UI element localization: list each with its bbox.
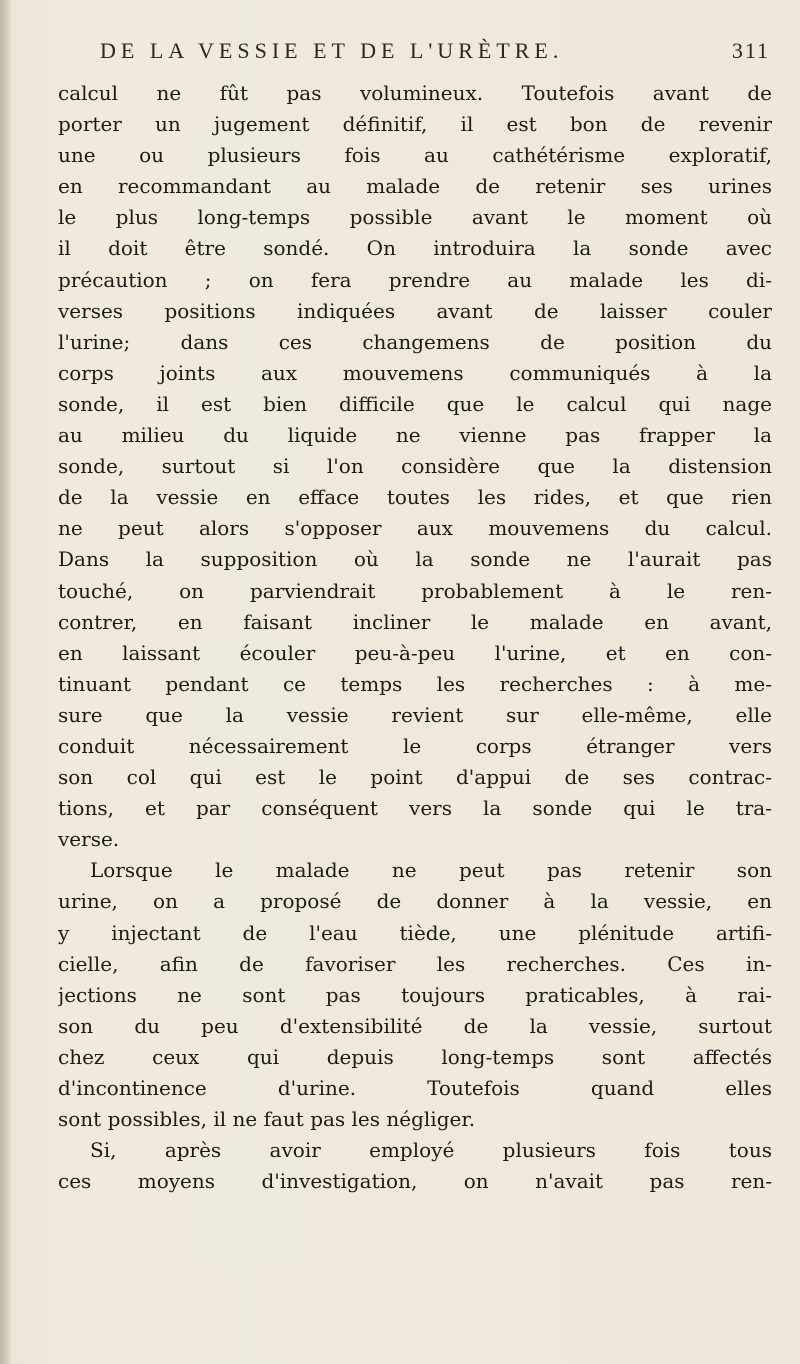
text-line: il doit être sondé. On introduira la sonde avec bbox=[58, 236, 772, 261]
text-line: chez ceux qui depuis long-temps sont affectés bbox=[58, 1044, 772, 1069]
text-line: Lorsque le malade ne peut pas retenir son bbox=[90, 858, 772, 883]
text-line: Si, après avoir employé plusieurs fois tous bbox=[90, 1138, 772, 1163]
text-line: sont possibles, il ne faut pas les négliger. bbox=[58, 1107, 476, 1132]
text-line: une ou plusieurs fois au cathétérisme exploratif, bbox=[58, 143, 772, 168]
text-line: contrer, en faisant incliner le malade en avant, bbox=[58, 609, 772, 634]
text-line: verse. bbox=[58, 827, 120, 852]
text-line: ne peut alors s'opposer aux mouvemens du calcul. bbox=[58, 516, 772, 541]
body-text bbox=[58, 78, 772, 1197]
paragraph-2 bbox=[58, 855, 772, 1135]
text-line: tinuant pendant ce temps les recherches : à me- bbox=[58, 671, 772, 696]
page-number: 311 bbox=[731, 38, 770, 63]
text-line: y injectant de l'eau tiède, une plénitude artifi- bbox=[58, 920, 772, 945]
text-line: jections ne sont pas toujours praticables, à rai- bbox=[58, 982, 772, 1007]
text-line: porter un jugement définitif, il est bon de revenir bbox=[58, 112, 772, 137]
text-line: le plus long-temps possible avant le moment où bbox=[58, 205, 772, 230]
text-line: précaution ; on fera prendre au malade les di- bbox=[58, 267, 772, 292]
text-line: verses positions indiquées avant de laisser couler bbox=[58, 298, 772, 323]
running-head-title: DE LA VESSIE ET DE L'URÈTRE. bbox=[100, 38, 564, 63]
text-line: son du peu d'extensibilité de la vessie, surtout bbox=[58, 1013, 772, 1038]
page-gutter-shadow bbox=[0, 0, 12, 1364]
text-line: au milieu du liquide ne vienne pas frapper la bbox=[58, 423, 772, 448]
text-line: touché, on parviendrait probablement à le ren- bbox=[58, 578, 772, 603]
text-line: corps joints aux mouvemens communiqués à la bbox=[58, 360, 772, 385]
text-line: cielle, afin de favoriser les recherches. Ces in- bbox=[58, 951, 772, 976]
text-line: urine, on a proposé de donner à la vessie, en bbox=[58, 889, 772, 914]
text-line: conduit nécessairement le corps étranger vers bbox=[58, 733, 772, 758]
running-head bbox=[100, 38, 770, 72]
text-line: en laissant écouler peu-à-peu l'urine, et en con- bbox=[58, 640, 772, 665]
text-line: calcul ne fût pas volumineux. Toutefois avant de bbox=[58, 81, 772, 105]
text-line: tions, et par conséquent vers la sonde qui le tra- bbox=[58, 796, 772, 821]
paragraph-1 bbox=[58, 78, 772, 855]
text-line: son col qui est le point d'appui de ses contrac- bbox=[58, 765, 772, 790]
text-line: d'incontinence d'urine. Toutefois quand elles bbox=[58, 1076, 772, 1100]
text-line: de la vessie en efface toutes les rides, et que rien bbox=[58, 485, 772, 510]
text-line: en recommandant au malade de retenir ses urines bbox=[58, 174, 772, 199]
text-line: sonde, il est bien difficile que le calcul qui nage bbox=[58, 391, 772, 416]
text-line: sure que la vessie revient sur elle-même, elle bbox=[58, 702, 772, 727]
text-line: ces moyens d'investigation, on n'avait pas ren- bbox=[58, 1169, 772, 1194]
text-line: l'urine; dans ces changemens de position du bbox=[58, 329, 772, 354]
text-line: sonde, surtout si l'on considère que la distension bbox=[58, 454, 772, 479]
paragraph-3 bbox=[58, 1135, 772, 1197]
text-line: Dans la supposition où la sonde ne l'aurait pas bbox=[58, 547, 772, 572]
